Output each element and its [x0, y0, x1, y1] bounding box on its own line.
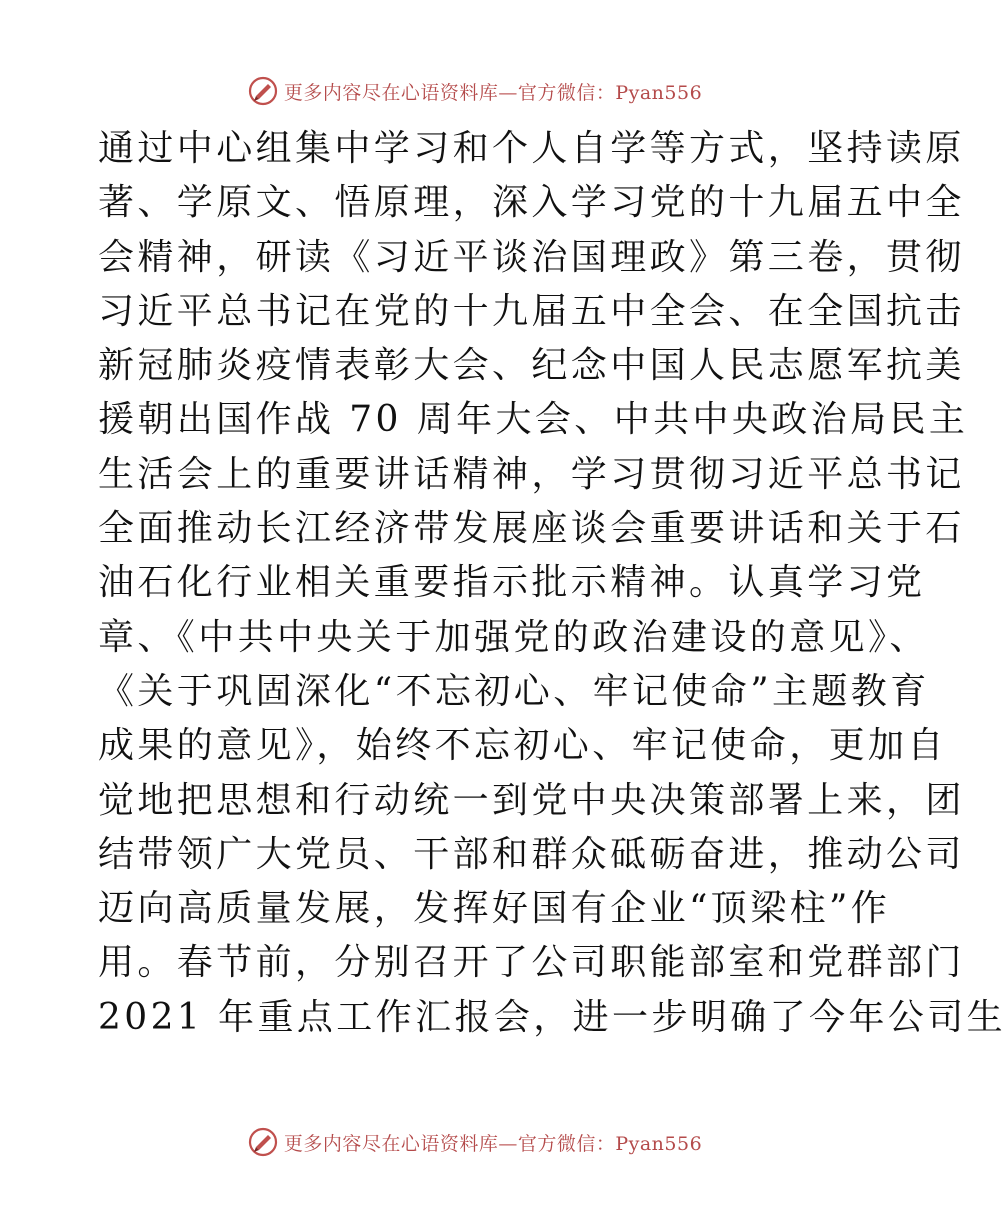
body-line: 觉地把思想和行动统一到党中央决策部署上来，团: [98, 779, 965, 821]
body-line: 习近平总书记在党的十九届五中全会、在全国抗击: [98, 290, 965, 332]
body-line: 新冠肺炎疫情表彰大会、纪念中国人民志愿军抗美: [98, 345, 965, 387]
watermark-text: [284, 1129, 702, 1156]
body-line: 《关于巩固深化“不忘初心、牢记使命”主题教育: [98, 670, 930, 712]
body-line: 油石化行业相关重要指示批示精神。认真学习党: [98, 562, 926, 604]
watermark-main-text: 更多内容尽在心语资料库: [283, 1132, 499, 1155]
document-body: [98, 122, 1006, 1045]
body-line: 通过中心组集中学习和个人自学等方式，坚持读原: [98, 128, 965, 169]
body-line: 生活会上的重要讲话精神，学习贯彻习近平总书记: [98, 453, 965, 495]
logo-icon: [248, 76, 278, 106]
body-line: 援朝出国作战 70 周年大会、中共中央政治局民主: [98, 399, 969, 441]
body-line: 章、《中共中央关于加强党的政治建设的意见》、: [98, 616, 929, 658]
body-line: 2021 年重点工作汇报会，进一步明确了今年公司生: [98, 996, 1006, 1038]
body-line: 用。春节前，分别召开了公司职能部室和党群部门: [98, 942, 965, 984]
logo-icon: [248, 1127, 278, 1157]
body-line: 会精神，研读《习近平谈治国理政》第三卷，贯彻: [98, 236, 965, 278]
body-line: 迈向高质量发展，发挥好国有企业“顶梁柱”作: [98, 888, 891, 930]
watermark-dash: —: [498, 81, 518, 104]
header-watermark: [0, 74, 950, 108]
body-line: 全面推动长江经济带发展座谈会重要讲话和关于石: [98, 508, 965, 550]
watermark-contact-text: 官方微信：Pyan556: [517, 81, 703, 104]
footer-watermark: [0, 1125, 950, 1159]
watermark-contact-text: 官方微信：Pyan556: [517, 1132, 703, 1155]
watermark-dash: —: [498, 1132, 518, 1155]
body-line: 著、学原文、悟原理，深入学习党的十九届五中全: [98, 182, 965, 224]
body-line: 成果的意见》，始终不忘初心、牢记使命，更加自: [98, 725, 947, 767]
watermark-main-text: 更多内容尽在心语资料库: [283, 81, 499, 104]
watermark-text: [284, 78, 702, 105]
body-line: 结带领广大党员、干部和群众砥砺奋进，推动公司: [98, 833, 965, 875]
